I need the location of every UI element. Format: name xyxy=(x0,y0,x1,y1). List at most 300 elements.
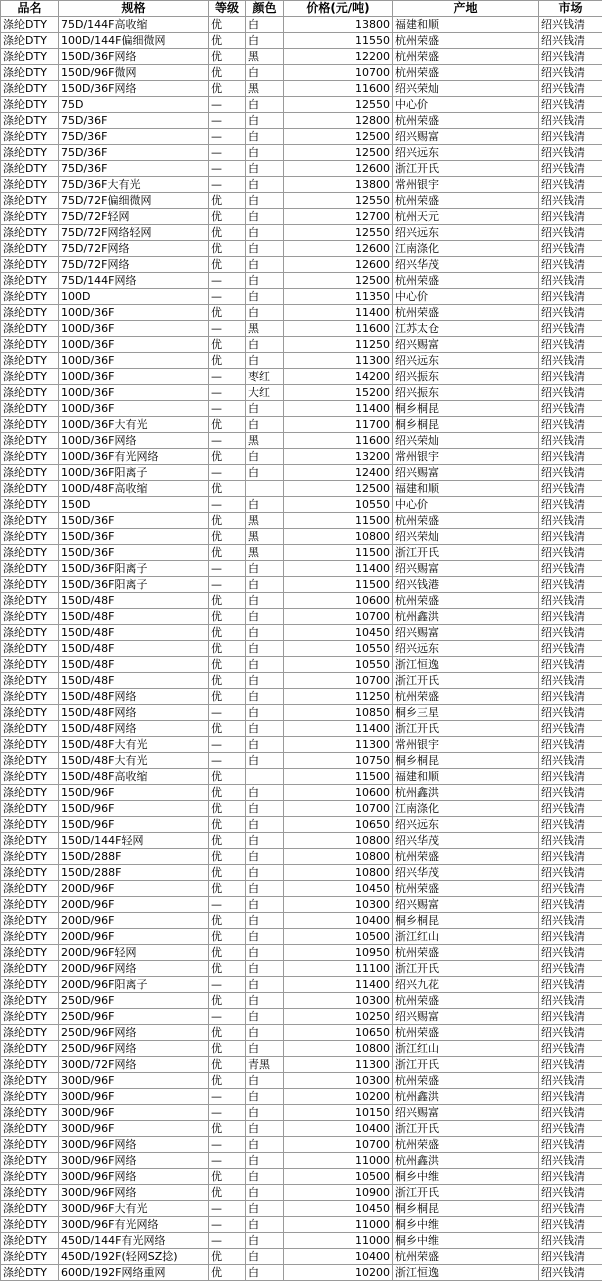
product-name-cell: 涤纶DTY xyxy=(1,113,59,129)
price-cell: 10450 xyxy=(284,881,393,897)
market-cell: 绍兴钱清 xyxy=(539,961,602,977)
spec-cell: 100D/36F有光网络 xyxy=(59,449,209,465)
origin-cell: 杭州鑫洪 xyxy=(393,785,539,801)
table-row xyxy=(1,1105,602,1121)
market-cell: 绍兴钱清 xyxy=(539,1233,602,1249)
color-cell: 白 xyxy=(246,1185,284,1201)
product-name-cell: 涤纶DTY xyxy=(1,817,59,833)
price-cell: 11700 xyxy=(284,417,393,433)
table-row xyxy=(1,705,602,721)
product-name-cell: 涤纶DTY xyxy=(1,801,59,817)
origin-cell: 桐乡三星 xyxy=(393,705,539,721)
origin-cell: 中心价 xyxy=(393,289,539,305)
spec-cell: 150D/48F网络 xyxy=(59,721,209,737)
price-cell: 10200 xyxy=(284,1265,393,1281)
market-cell: 绍兴钱清 xyxy=(539,289,602,305)
market-cell: 绍兴钱清 xyxy=(539,1249,602,1265)
origin-cell: 杭州荣盛 xyxy=(393,305,539,321)
origin-cell: 桐乡桐昆 xyxy=(393,417,539,433)
spec-cell: 150D/48F xyxy=(59,593,209,609)
color-cell: 白 xyxy=(246,753,284,769)
table-row xyxy=(1,689,602,705)
table-row xyxy=(1,753,602,769)
product-name-cell: 涤纶DTY xyxy=(1,689,59,705)
grade-cell: — xyxy=(209,577,246,593)
market-cell: 绍兴钱清 xyxy=(539,545,602,561)
product-name-cell: 涤纶DTY xyxy=(1,193,59,209)
spec-cell: 300D/96F大有光 xyxy=(59,1201,209,1217)
product-name-cell: 涤纶DTY xyxy=(1,209,59,225)
market-cell: 绍兴钱清 xyxy=(539,833,602,849)
grade-cell: 优 xyxy=(209,1265,246,1281)
origin-cell: 绍兴振东 xyxy=(393,385,539,401)
table-row xyxy=(1,865,602,881)
spec-cell: 150D/96F xyxy=(59,801,209,817)
color-cell: 白 xyxy=(246,721,284,737)
table-row xyxy=(1,993,602,1009)
grade-cell: 优 xyxy=(209,721,246,737)
market-cell: 绍兴钱清 xyxy=(539,385,602,401)
market-cell: 绍兴钱清 xyxy=(539,513,602,529)
product-name-cell: 涤纶DTY xyxy=(1,449,59,465)
spec-cell: 250D/96F网络 xyxy=(59,1041,209,1057)
price-cell: 13800 xyxy=(284,17,393,33)
table-row xyxy=(1,1201,602,1217)
grade-cell: 优 xyxy=(209,33,246,49)
spec-cell: 150D/48F xyxy=(59,641,209,657)
spec-cell: 300D/96F网络 xyxy=(59,1137,209,1153)
table-row xyxy=(1,609,602,625)
market-cell: 绍兴钱清 xyxy=(539,33,602,49)
table-row xyxy=(1,273,602,289)
origin-cell: 桐乡中维 xyxy=(393,1217,539,1233)
price-cell: 11500 xyxy=(284,513,393,529)
origin-cell: 绍兴远东 xyxy=(393,225,539,241)
product-name-cell: 涤纶DTY xyxy=(1,17,59,33)
spec-cell: 300D/96F xyxy=(59,1105,209,1121)
price-cell: 14200 xyxy=(284,369,393,385)
spec-cell: 250D/96F网络 xyxy=(59,1025,209,1041)
grade-cell: — xyxy=(209,369,246,385)
table-row xyxy=(1,289,602,305)
table-row xyxy=(1,529,602,545)
product-name-cell: 涤纶DTY xyxy=(1,1265,59,1281)
product-name-cell: 涤纶DTY xyxy=(1,1073,59,1089)
market-cell: 绍兴钱清 xyxy=(539,81,602,97)
price-cell: 10300 xyxy=(284,897,393,913)
price-cell: 11600 xyxy=(284,81,393,97)
price-cell: 10500 xyxy=(284,1169,393,1185)
table-row xyxy=(1,545,602,561)
product-name-cell: 涤纶DTY xyxy=(1,1153,59,1169)
table-row xyxy=(1,305,602,321)
spec-cell: 150D/96F xyxy=(59,785,209,801)
table-row xyxy=(1,49,602,65)
origin-cell: 绍兴赐富 xyxy=(393,129,539,145)
market-cell: 绍兴钱清 xyxy=(539,993,602,1009)
color-cell: 白 xyxy=(246,145,284,161)
grade-cell: — xyxy=(209,897,246,913)
price-cell: 12550 xyxy=(284,225,393,241)
spec-cell: 600D/192F网络重网 xyxy=(59,1265,209,1281)
origin-cell: 杭州荣盛 xyxy=(393,1137,539,1153)
market-cell: 绍兴钱清 xyxy=(539,577,602,593)
price-cell: 10850 xyxy=(284,705,393,721)
grade-cell: — xyxy=(209,401,246,417)
grade-cell: — xyxy=(209,161,246,177)
product-name-cell: 涤纶DTY xyxy=(1,609,59,625)
market-cell: 绍兴钱清 xyxy=(539,849,602,865)
origin-cell: 绍兴华茂 xyxy=(393,865,539,881)
spec-cell: 75D/72F网络 xyxy=(59,241,209,257)
color-cell: 黑 xyxy=(246,545,284,561)
product-name-cell: 涤纶DTY xyxy=(1,945,59,961)
grade-cell: 优 xyxy=(209,305,246,321)
grade-cell: 优 xyxy=(209,673,246,689)
color-cell: 白 xyxy=(246,497,284,513)
grade-cell: 优 xyxy=(209,609,246,625)
spec-cell: 100D/48F高收缩 xyxy=(59,481,209,497)
color-cell: 白 xyxy=(246,465,284,481)
grade-cell: 优 xyxy=(209,865,246,881)
origin-cell: 浙江开氏 xyxy=(393,1185,539,1201)
origin-cell: 江南涤化 xyxy=(393,801,539,817)
price-cell: 12500 xyxy=(284,145,393,161)
origin-cell: 桐乡桐昆 xyxy=(393,1201,539,1217)
header-spec: 规格 xyxy=(59,1,209,17)
origin-cell: 杭州荣盛 xyxy=(393,1073,539,1089)
color-cell: 白 xyxy=(246,849,284,865)
color-cell: 白 xyxy=(246,897,284,913)
spec-cell: 300D/72F网络 xyxy=(59,1057,209,1073)
grade-cell: 优 xyxy=(209,849,246,865)
market-cell: 绍兴钱清 xyxy=(539,769,602,785)
color-cell: 白 xyxy=(246,609,284,625)
color-cell: 白 xyxy=(246,1153,284,1169)
table-row xyxy=(1,833,602,849)
product-name-cell: 涤纶DTY xyxy=(1,273,59,289)
market-cell: 绍兴钱清 xyxy=(539,257,602,273)
color-cell: 白 xyxy=(246,817,284,833)
price-cell: 11550 xyxy=(284,33,393,49)
price-cell: 11000 xyxy=(284,1153,393,1169)
origin-cell: 江南涤化 xyxy=(393,241,539,257)
product-name-cell: 涤纶DTY xyxy=(1,593,59,609)
origin-cell: 杭州荣盛 xyxy=(393,993,539,1009)
market-cell: 绍兴钱清 xyxy=(539,593,602,609)
product-name-cell: 涤纶DTY xyxy=(1,385,59,401)
price-cell: 10600 xyxy=(284,785,393,801)
grade-cell: 优 xyxy=(209,833,246,849)
spec-cell: 75D/36F大有光 xyxy=(59,177,209,193)
product-name-cell: 涤纶DTY xyxy=(1,1009,59,1025)
price-cell: 10800 xyxy=(284,529,393,545)
grade-cell: 优 xyxy=(209,353,246,369)
market-cell: 绍兴钱清 xyxy=(539,177,602,193)
origin-cell: 常州银宇 xyxy=(393,177,539,193)
grade-cell: 优 xyxy=(209,625,246,641)
product-name-cell: 涤纶DTY xyxy=(1,737,59,753)
grade-cell: 优 xyxy=(209,337,246,353)
price-cell: 10700 xyxy=(284,65,393,81)
origin-cell: 杭州荣盛 xyxy=(393,33,539,49)
table-row xyxy=(1,481,602,497)
price-cell: 10900 xyxy=(284,1185,393,1201)
color-cell: 白 xyxy=(246,657,284,673)
spec-cell: 150D/288F xyxy=(59,865,209,881)
price-cell: 10550 xyxy=(284,657,393,673)
product-name-cell: 涤纶DTY xyxy=(1,257,59,273)
header-origin: 产地 xyxy=(393,1,539,17)
origin-cell: 绍兴赐富 xyxy=(393,897,539,913)
origin-cell: 福建和顺 xyxy=(393,769,539,785)
spec-cell: 100D/36F xyxy=(59,305,209,321)
origin-cell: 中心价 xyxy=(393,97,539,113)
origin-cell: 浙江开氏 xyxy=(393,545,539,561)
origin-cell: 浙江红山 xyxy=(393,1041,539,1057)
product-name-cell: 涤纶DTY xyxy=(1,1105,59,1121)
product-name-cell: 涤纶DTY xyxy=(1,401,59,417)
color-cell: 白 xyxy=(246,1089,284,1105)
table-row xyxy=(1,1137,602,1153)
product-name-cell: 涤纶DTY xyxy=(1,481,59,497)
table-row xyxy=(1,881,602,897)
spec-cell: 200D/96F xyxy=(59,929,209,945)
spec-cell: 150D/36F xyxy=(59,513,209,529)
spec-cell: 75D/144F网络 xyxy=(59,273,209,289)
color-cell: 白 xyxy=(246,1201,284,1217)
color-cell: 白 xyxy=(246,673,284,689)
color-cell: 白 xyxy=(246,1249,284,1265)
color-cell: 黑 xyxy=(246,49,284,65)
spec-cell: 75D/36F xyxy=(59,129,209,145)
product-name-cell: 涤纶DTY xyxy=(1,305,59,321)
price-cell: 11500 xyxy=(284,769,393,785)
market-cell: 绍兴钱清 xyxy=(539,1217,602,1233)
market-cell: 绍兴钱清 xyxy=(539,193,602,209)
color-cell: 白 xyxy=(246,977,284,993)
color-cell: 白 xyxy=(246,417,284,433)
grade-cell: — xyxy=(209,1105,246,1121)
color-cell: 白 xyxy=(246,1025,284,1041)
color-cell: 白 xyxy=(246,353,284,369)
grade-cell: 优 xyxy=(209,993,246,1009)
grade-cell: 优 xyxy=(209,481,246,497)
market-cell: 绍兴钱清 xyxy=(539,97,602,113)
spec-cell: 300D/96F xyxy=(59,1073,209,1089)
table-row xyxy=(1,1249,602,1265)
origin-cell: 绍兴振东 xyxy=(393,369,539,385)
product-name-cell: 涤纶DTY xyxy=(1,177,59,193)
header-market: 市场 xyxy=(539,1,602,17)
origin-cell: 杭州鑫洪 xyxy=(393,1153,539,1169)
color-cell: 白 xyxy=(246,689,284,705)
color-cell: 白 xyxy=(246,1009,284,1025)
origin-cell: 杭州荣盛 xyxy=(393,689,539,705)
grade-cell: — xyxy=(209,753,246,769)
price-cell: 12400 xyxy=(284,465,393,481)
price-cell: 10600 xyxy=(284,593,393,609)
table-row xyxy=(1,145,602,161)
price-cell: 11400 xyxy=(284,561,393,577)
product-name-cell: 涤纶DTY xyxy=(1,673,59,689)
table-row xyxy=(1,1153,602,1169)
market-cell: 绍兴钱清 xyxy=(539,689,602,705)
spec-cell: 150D/144F轻网 xyxy=(59,833,209,849)
market-cell: 绍兴钱清 xyxy=(539,561,602,577)
spec-cell: 450D/144F有光网络 xyxy=(59,1233,209,1249)
origin-cell: 杭州鑫洪 xyxy=(393,609,539,625)
market-cell: 绍兴钱清 xyxy=(539,481,602,497)
price-cell: 10700 xyxy=(284,673,393,689)
spec-cell: 150D/48F大有光 xyxy=(59,737,209,753)
price-cell: 12200 xyxy=(284,49,393,65)
color-cell: 白 xyxy=(246,1041,284,1057)
product-name-cell: 涤纶DTY xyxy=(1,465,59,481)
grade-cell: — xyxy=(209,273,246,289)
color-cell: 白 xyxy=(246,801,284,817)
color-cell: 白 xyxy=(246,945,284,961)
spec-cell: 75D xyxy=(59,97,209,113)
price-cell: 11300 xyxy=(284,737,393,753)
table-row xyxy=(1,337,602,353)
grade-cell: 优 xyxy=(209,241,246,257)
grade-cell: 优 xyxy=(209,17,246,33)
market-cell: 绍兴钱清 xyxy=(539,737,602,753)
grade-cell: 优 xyxy=(209,513,246,529)
grade-cell: 优 xyxy=(209,225,246,241)
market-cell: 绍兴钱清 xyxy=(539,1073,602,1089)
grade-cell: 优 xyxy=(209,689,246,705)
spec-cell: 150D/48F高收缩 xyxy=(59,769,209,785)
origin-cell: 杭州荣盛 xyxy=(393,1025,539,1041)
color-cell: 白 xyxy=(246,305,284,321)
origin-cell: 杭州荣盛 xyxy=(393,945,539,961)
price-cell: 12500 xyxy=(284,129,393,145)
market-cell: 绍兴钱清 xyxy=(539,161,602,177)
color-cell: 白 xyxy=(246,225,284,241)
table-row xyxy=(1,369,602,385)
price-cell: 11500 xyxy=(284,577,393,593)
origin-cell: 桐乡桐昆 xyxy=(393,753,539,769)
table-row xyxy=(1,321,602,337)
grade-cell: — xyxy=(209,561,246,577)
price-cell: 11250 xyxy=(284,337,393,353)
spec-cell: 150D/96F xyxy=(59,817,209,833)
color-cell: 白 xyxy=(246,1105,284,1121)
table-row xyxy=(1,401,602,417)
price-cell: 10800 xyxy=(284,833,393,849)
spec-cell: 75D/72F网络 xyxy=(59,257,209,273)
spec-cell: 150D/48F xyxy=(59,609,209,625)
table-row xyxy=(1,1265,602,1281)
market-cell: 绍兴钱清 xyxy=(539,1121,602,1137)
product-name-cell: 涤纶DTY xyxy=(1,129,59,145)
origin-cell: 绍兴远东 xyxy=(393,641,539,657)
price-cell: 12500 xyxy=(284,481,393,497)
origin-cell: 常州银宇 xyxy=(393,737,539,753)
origin-cell: 绍兴赐富 xyxy=(393,1009,539,1025)
grade-cell: — xyxy=(209,737,246,753)
market-cell: 绍兴钱清 xyxy=(539,305,602,321)
origin-cell: 绍兴赐富 xyxy=(393,561,539,577)
market-cell: 绍兴钱清 xyxy=(539,113,602,129)
table-row xyxy=(1,209,602,225)
product-name-cell: 涤纶DTY xyxy=(1,1025,59,1041)
table-row xyxy=(1,1009,602,1025)
grade-cell: — xyxy=(209,497,246,513)
product-name-cell: 涤纶DTY xyxy=(1,753,59,769)
price-cell: 12600 xyxy=(284,241,393,257)
product-name-cell: 涤纶DTY xyxy=(1,625,59,641)
price-cell: 10550 xyxy=(284,641,393,657)
spec-cell: 100D/36F xyxy=(59,401,209,417)
spec-cell: 100D/36F xyxy=(59,353,209,369)
spec-cell: 150D/48F xyxy=(59,657,209,673)
grade-cell: — xyxy=(209,1217,246,1233)
product-name-cell: 涤纶DTY xyxy=(1,769,59,785)
spec-cell: 300D/96F网络 xyxy=(59,1153,209,1169)
origin-cell: 桐乡中维 xyxy=(393,1169,539,1185)
origin-cell: 福建和顺 xyxy=(393,481,539,497)
table-row xyxy=(1,593,602,609)
market-cell: 绍兴钱清 xyxy=(539,881,602,897)
grade-cell: 优 xyxy=(209,801,246,817)
table-row xyxy=(1,929,602,945)
market-cell: 绍兴钱清 xyxy=(539,497,602,513)
market-cell: 绍兴钱清 xyxy=(539,817,602,833)
market-cell: 绍兴钱清 xyxy=(539,753,602,769)
market-cell: 绍兴钱清 xyxy=(539,801,602,817)
spec-cell: 150D/48F xyxy=(59,625,209,641)
grade-cell: 优 xyxy=(209,1249,246,1265)
table-row xyxy=(1,1089,602,1105)
grade-cell: — xyxy=(209,1009,246,1025)
origin-cell: 桐乡桐昆 xyxy=(393,913,539,929)
product-name-cell: 涤纶DTY xyxy=(1,321,59,337)
price-cell: 11400 xyxy=(284,977,393,993)
origin-cell: 浙江开氏 xyxy=(393,721,539,737)
product-name-cell: 涤纶DTY xyxy=(1,865,59,881)
spec-cell: 300D/96F xyxy=(59,1121,209,1137)
color-cell: 白 xyxy=(246,241,284,257)
origin-cell: 绍兴赐富 xyxy=(393,337,539,353)
color-cell: 白 xyxy=(246,641,284,657)
origin-cell: 浙江开氏 xyxy=(393,961,539,977)
origin-cell: 杭州荣盛 xyxy=(393,65,539,81)
price-cell: 12550 xyxy=(284,97,393,113)
table-row xyxy=(1,257,602,273)
spec-cell: 450D/192F(轻网SZ捻) xyxy=(59,1249,209,1265)
table-row xyxy=(1,449,602,465)
grade-cell: 优 xyxy=(209,1041,246,1057)
product-name-cell: 涤纶DTY xyxy=(1,161,59,177)
price-cell: 10500 xyxy=(284,929,393,945)
color-cell: 白 xyxy=(246,449,284,465)
price-cell: 10200 xyxy=(284,1089,393,1105)
grade-cell: — xyxy=(209,289,246,305)
spec-cell: 100D/36F网络 xyxy=(59,433,209,449)
product-name-cell: 涤纶DTY xyxy=(1,1249,59,1265)
color-cell: 白 xyxy=(246,17,284,33)
color-cell: 白 xyxy=(246,833,284,849)
market-cell: 绍兴钱清 xyxy=(539,705,602,721)
market-cell: 绍兴钱清 xyxy=(539,1057,602,1073)
grade-cell: 优 xyxy=(209,257,246,273)
origin-cell: 杭州荣盛 xyxy=(393,193,539,209)
table-row xyxy=(1,81,602,97)
spec-cell: 100D/36F xyxy=(59,337,209,353)
